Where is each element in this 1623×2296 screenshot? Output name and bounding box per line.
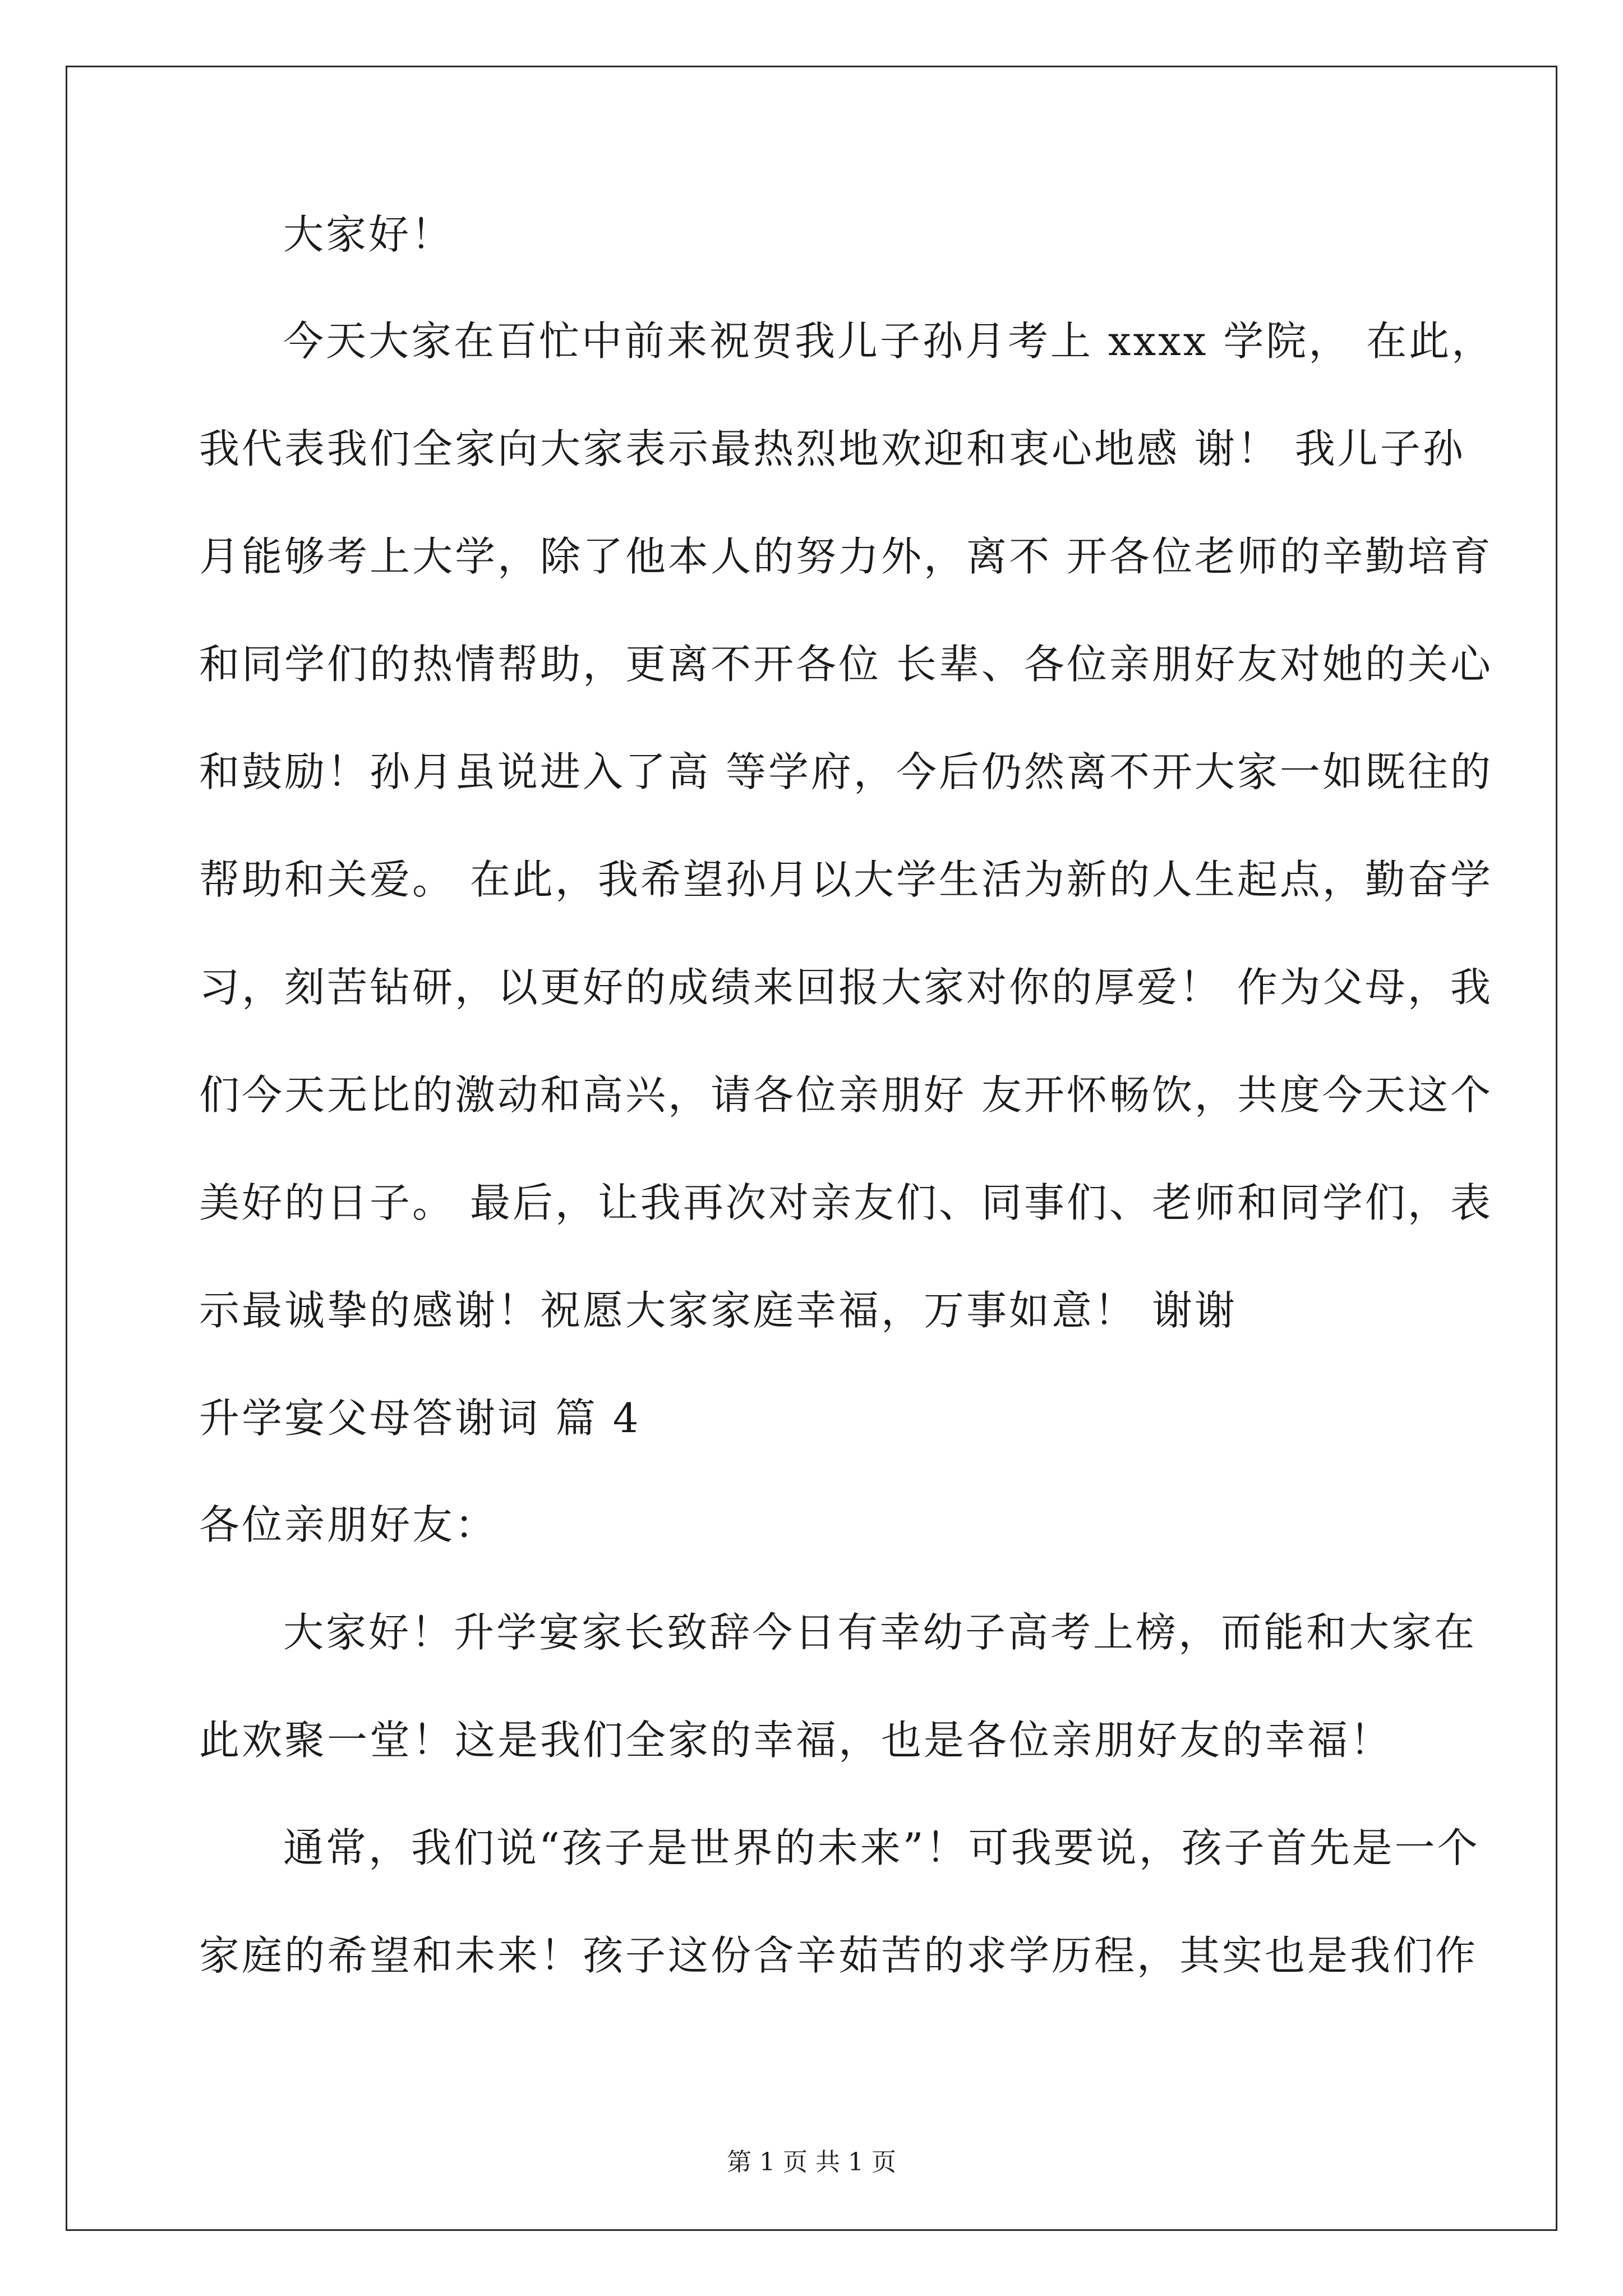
page-footer: 第 1 页 共 1 页 <box>727 2148 896 2177</box>
paragraph-line: 大家好！升学宴家长致辞今日有幸幼子高考上榜，而能和大家在 <box>283 1609 1477 1656</box>
paragraph-line: 和鼓励！孙月虽说进入了高 等学府，今后仍然离不开大家一如既往的 <box>199 748 1493 795</box>
paragraph-line: 示最诚挚的感谢！祝愿大家家庭幸福，万事如意！ 谢谢 <box>199 1287 1237 1334</box>
section-heading: 升学宴父母答谢词 篇 4 <box>199 1395 641 1442</box>
salutation-line: 各位亲朋好友： <box>199 1501 498 1548</box>
paragraph-line: 通常，我们说“孩子是世界的未来”！可我要说，孩子首先是一个 <box>283 1824 1480 1871</box>
paragraph-line: 习，刻苦钻研，以更好的成绩来回报大家对你的厚爱！ 作为父母，我 <box>199 964 1493 1011</box>
paragraph-line: 和同学们的热情帮助，更离不开各位 长辈、各位亲朋好友对她的关心 <box>199 641 1493 688</box>
greeting-line: 大家好！ <box>283 211 454 258</box>
paragraph-line: 帮助和关爱。 在此，我希望孙月以大学生活为新的人生起点，勤奋学 <box>199 856 1493 903</box>
page-border <box>66 66 1557 2231</box>
paragraph-line: 美好的日子。 最后，让我再次对亲友们、同事们、老师和同学们，表 <box>199 1179 1493 1226</box>
paragraph-line: 月能够考上大学，除了他本人的努力外，离不 开各位老师的辛勤培育 <box>199 533 1493 580</box>
paragraph-line: 今天大家在百忙中前来祝贺我儿子孙月考上 xxxx 学院， 在此， <box>283 318 1495 365</box>
paragraph-line: 家庭的希望和未来！孩子这份含辛茹苦的求学历程，其实也是我们作 <box>199 1932 1478 1979</box>
paragraph-line: 们今天无比的激动和高兴，请各位亲朋好 友开怀畅饮，共度今天这个 <box>199 1071 1493 1119</box>
paragraph-line: 此欢聚一堂！这是我们全家的幸福，也是各位亲朋好友的幸福！ <box>199 1717 1393 1764</box>
paragraph-line: 我代表我们全家向大家表示最热烈地欢迎和衷心地感 谢！ 我儿子孙 <box>199 425 1465 472</box>
